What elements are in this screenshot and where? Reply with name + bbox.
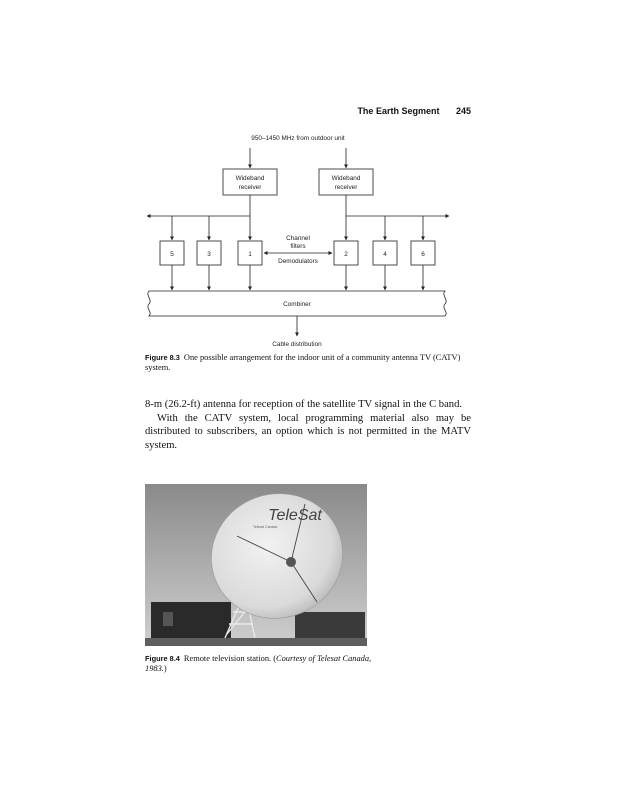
- figure-8-3-label: Figure 8.3: [145, 353, 180, 362]
- telesat-logo: TeleSat: [268, 507, 322, 524]
- receiver-left-line-2: receiver: [238, 184, 262, 191]
- receiver-right-line-2: receiver: [334, 184, 358, 191]
- body-text: [145, 398, 471, 452]
- page-number: 245: [455, 106, 471, 116]
- running-title: The Earth Segment: [357, 106, 440, 116]
- channel-filters-line-1: Channel: [286, 235, 310, 242]
- channel-label-1: 1: [248, 251, 252, 258]
- catv-indoor-unit-diagram: [145, 130, 471, 355]
- paragraph-2: With the CATV system, local programming material also may be distributed to subscribers, an option which is not permitted in the MATV system.: [145, 412, 471, 451]
- channel-filters-line-2: filters: [290, 243, 306, 250]
- input-label: 950–1450 MHz from outdoor unit: [251, 135, 345, 142]
- figure-8-4-caption: [145, 654, 385, 674]
- cable-distribution-label: Cable distribution: [272, 341, 322, 348]
- running-header: [357, 106, 471, 116]
- receiver-right-line-1: Wideband: [331, 175, 361, 182]
- feed-horn: [286, 557, 296, 567]
- channel-label-2: 2: [344, 251, 348, 258]
- figure-8-4-photo: [145, 484, 367, 646]
- channel-label-3: 3: [207, 251, 211, 258]
- combiner-label: Combiner: [283, 301, 311, 308]
- figure-8-4-caption-end: ): [163, 664, 167, 673]
- paragraph-1: 8-m (26.2-ft) antenna for reception of the satellite TV signal in the C band.: [145, 399, 463, 410]
- telesat-logo-subtext: Telesat Canada: [253, 525, 278, 529]
- channel-label-6: 6: [421, 251, 425, 258]
- figure-8-4-label: Figure 8.4: [145, 654, 180, 663]
- channel-label-5: 5: [170, 251, 174, 258]
- figure-8-4-credit: Courtesy of Telesat Canada, 1983.: [145, 654, 372, 673]
- receiver-left-line-1: Wideband: [235, 175, 265, 182]
- figure-8-4-caption-text: Remote television station. (: [183, 654, 277, 663]
- demodulators-label: Demodulators: [278, 258, 318, 265]
- figure-8-3-caption-text: One possible arrangement for the indoor unit of a community antenna TV (CATV) system.: [145, 353, 461, 372]
- wideband-receiver-left: [223, 169, 277, 195]
- figure-8-3-diagram: [145, 130, 471, 355]
- remote-tv-station-photo: [145, 484, 367, 646]
- wideband-receiver-right: [319, 169, 373, 195]
- channel-label-4: 4: [383, 251, 387, 258]
- figure-8-3-caption: [145, 353, 475, 373]
